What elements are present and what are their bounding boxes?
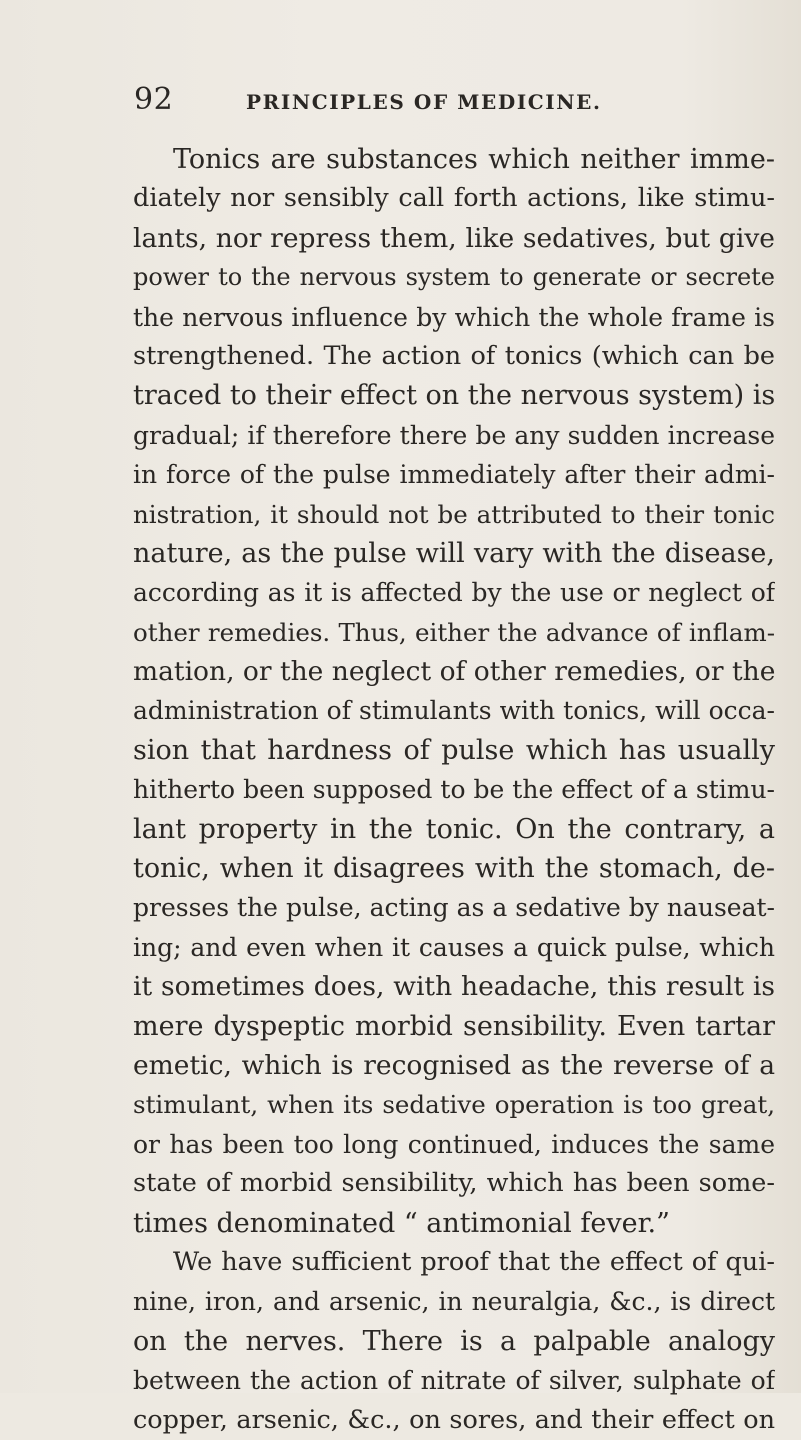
- text-line: administration of stimulants with tonics, will occa-: [133, 696, 775, 726]
- text-line: diately nor sensibly call forth actions, like stimu-: [133, 183, 775, 214]
- text-line: sion that hardness of pulse which has usually: [133, 734, 775, 766]
- text-line: times denominated “ antimonial fever.”: [133, 1207, 670, 1239]
- text-line: or has been too long continued, induces the same: [133, 1129, 775, 1159]
- text-line: other remedies. Thus, either the advance of inflam-: [133, 617, 775, 647]
- text-line: gradual; if therefore there be any sudden increase: [133, 420, 775, 450]
- running-head: PRINCIPLES OF MEDICINE.: [246, 90, 602, 114]
- text-line: in force of the pulse immediately after their admi-: [133, 460, 775, 490]
- text-line: We have sufficient proof that the effect of qui-: [173, 1246, 775, 1277]
- text-line: mation, or the neglect of other remedies, or the: [133, 656, 775, 688]
- page-number: 92: [134, 82, 174, 117]
- page-header: [134, 82, 774, 122]
- text-line: stimulant, when its sedative operation is too great,: [133, 1090, 775, 1120]
- text-line: state of morbid sensibility, which has been some-: [133, 1168, 775, 1199]
- text-line: between the action of nitrate of silver, sulphate of: [133, 1366, 775, 1396]
- text-line: Tonics are substances which neither imme-: [173, 144, 775, 175]
- text-line: hitherto been supposed to be the effect of a stimu-: [133, 775, 775, 805]
- text-line: ing; and even when it causes a quick pulse, which: [133, 932, 775, 962]
- body-text: [133, 140, 775, 1440]
- text-line: copper, arsenic, &c., on sores, and their effect on: [133, 1404, 775, 1435]
- text-line: lant property in the tonic. On the contrary, a: [133, 813, 775, 845]
- text-line: power to the nervous system to generate or secrete: [133, 263, 775, 292]
- text-line: nature, as the pulse will vary with the disease,: [133, 537, 775, 569]
- text-line: lants, nor repress them, like sedatives, but give: [133, 222, 775, 254]
- text-line: traced to their effect on the nervous system) is: [133, 380, 775, 412]
- text-line: on the nerves. There is a palpable analogy: [133, 1325, 775, 1357]
- text-line: mere dyspeptic morbid sensibility. Even tartar: [133, 1010, 775, 1042]
- text-line: nistration, it should not be attributed to their tonic: [133, 499, 775, 529]
- text-line: presses the pulse, acting as a sedative by nauseat-: [133, 893, 775, 923]
- text-line: tonic, when it disagrees with the stomach, de-: [133, 853, 775, 885]
- text-line: strengthened. The action of tonics (which can be: [133, 340, 775, 371]
- text-line: according as it is affected by the use or neglect of: [133, 578, 775, 608]
- text-line: emetic, which is recognised as the reverse of a: [133, 1049, 775, 1081]
- text-line: the nervous influence by which the whole frame is: [133, 302, 775, 332]
- text-line: nine, iron, and arsenic, in neuralgia, &c., is direct: [133, 1287, 775, 1317]
- text-line: it sometimes does, with headache, this result is: [133, 971, 775, 1003]
